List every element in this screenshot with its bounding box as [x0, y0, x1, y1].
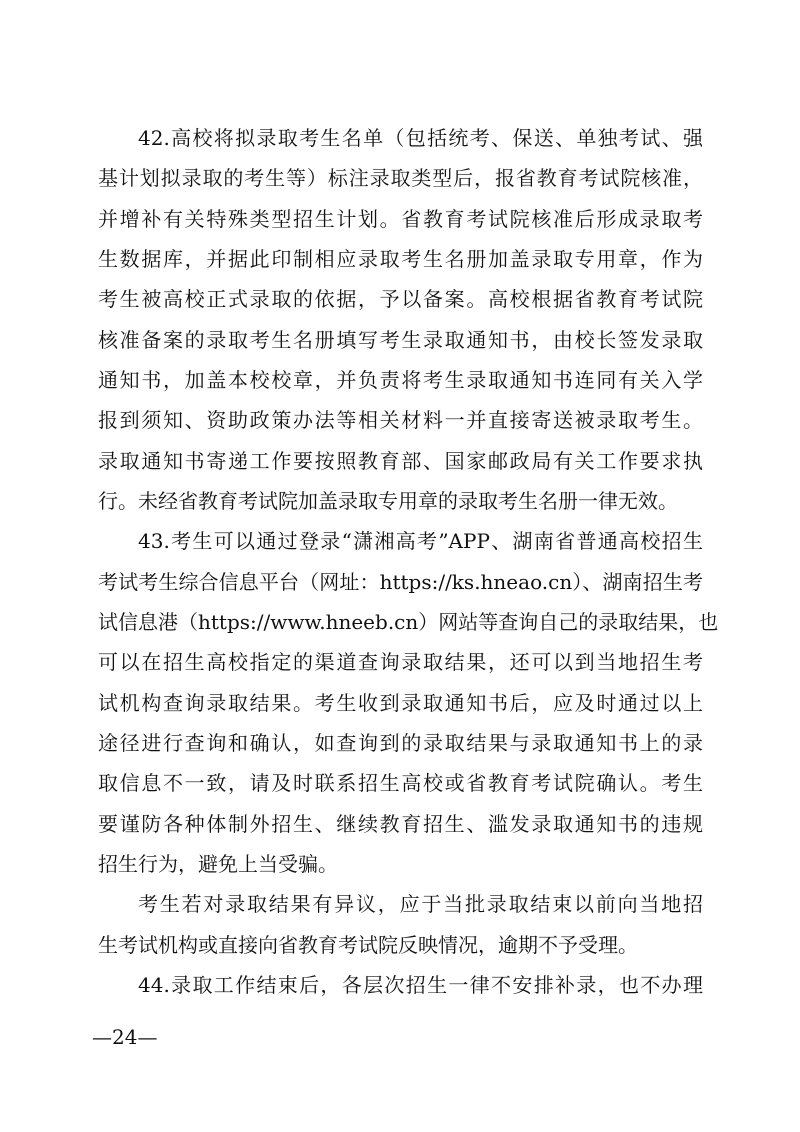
- paragraph-42-line-6: 核准备案的录取考生名册填写考生录取通知书，由校长签发录取: [98, 328, 703, 352]
- paragraph-42-line-4: 生数据库，并据此印制相应录取考生名册加盖录取专用章，作为: [98, 247, 703, 271]
- paragraph-43-line-5: 试机构查询录取结果。考生收到录取通知书后，应及时通过以上: [98, 691, 703, 715]
- paragraph-42-line-1: 42.高校将拟录取考生名单（包括统考、保送、单独考试、强: [138, 126, 703, 150]
- paragraph-43-line-3: 试信息港（https://www.hneeb.cn）网站等查询自己的录取结果，也: [98, 610, 719, 634]
- paragraph-objection-line-2: 生考试机构或直接向省教育考试院反映情况，逾期不予受理。: [98, 933, 638, 957]
- paragraph-44-line-1: 44.录取工作结束后，各层次招生一律不安排补录，也不办理: [138, 973, 703, 997]
- paragraph-43-line-4: 可以在招生高校指定的渠道查询录取结果，还可以到当地招生考: [98, 650, 703, 674]
- paragraph-43-line-1: 43.考生可以通过登录“潇湘高考”APP、湖南省普通高校招生: [138, 529, 703, 553]
- paragraph-42-line-10: 行。未经省教育考试院加盖录取专用章的录取考生名册一律无效。: [98, 489, 678, 513]
- paragraph-42-line-7: 通知书，加盖本校校章，并负责将考生录取通知书连同有关入学: [98, 368, 703, 392]
- paragraph-43-line-6: 途径进行查询和确认，如查询到的录取结果与录取通知书上的录: [98, 731, 703, 755]
- paragraph-42-line-3: 并增补有关特殊类型招生计划。省教育考试院核准后形成录取考: [98, 207, 703, 231]
- paragraph-43-line-9: 招生行为，避免上当受骗。: [98, 852, 338, 876]
- paragraph-42-line-2: 基计划拟录取的考生等）标注录取类型后，报省教育考试院核准，: [98, 166, 703, 190]
- paragraph-42-line-5: 考生被高校正式录取的依据，予以备案。高校根据省教育考试院: [98, 287, 703, 311]
- page-number: —24—: [92, 1025, 158, 1049]
- paragraph-43-line-2: 考试考生综合信息平台（网址：https://ks.hneao.cn）、湖南招生考: [98, 570, 703, 594]
- paragraph-43-line-7: 取信息不一致，请及时联系招生高校或省教育考试院确认。考生: [98, 771, 703, 795]
- paragraph-objection-line-1: 考生若对录取结果有异议，应于当批录取结束以前向当地招: [138, 892, 703, 916]
- paragraph-43-line-8: 要谨防各种体制外招生、继续教育招生、滥发录取通知书的违规: [98, 812, 703, 836]
- paragraph-42-line-9: 录取通知书寄递工作要按照教育部、国家邮政局有关工作要求执: [98, 449, 703, 473]
- paragraph-42-line-8: 报到须知、资助政策办法等相关材料一并直接寄送被录取考生。: [98, 408, 703, 432]
